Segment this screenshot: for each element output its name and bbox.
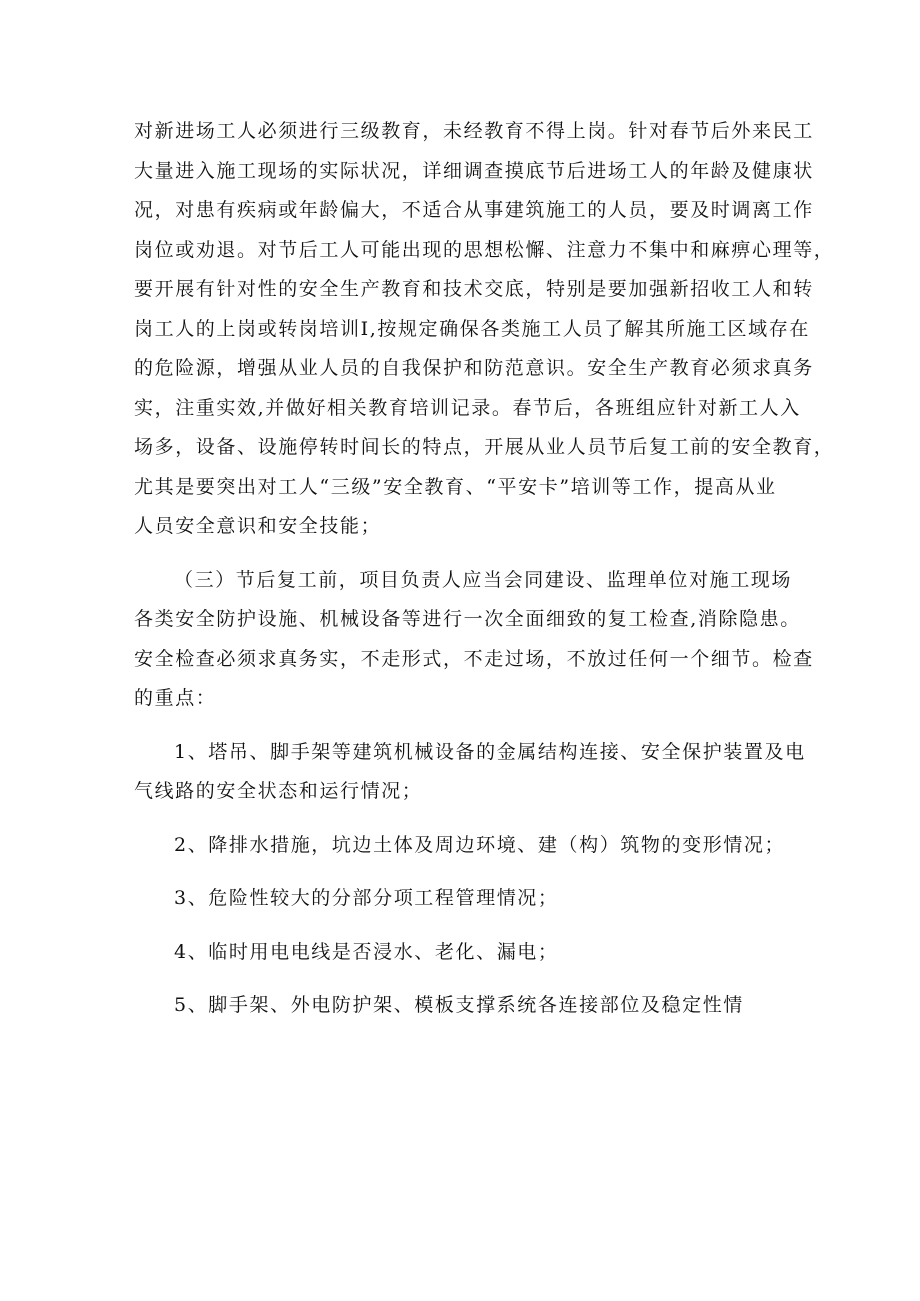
text-line: 安全检查必须求真务实，不走形式，不走过场，不放过任何一个细节。检查 xyxy=(134,647,814,670)
text-line: 5、脚手架、外电防护架、模板支撑系统各连接部位及稳定性情 xyxy=(174,994,744,1016)
text-line: 人员安全意识和安全技能； xyxy=(134,515,382,537)
paragraph-1 xyxy=(134,112,835,547)
paragraph-2 xyxy=(134,561,814,719)
list-item-1 xyxy=(134,733,806,812)
text-line: 尤其是要突出对工人“三级”安全教育、“平安卡”培训等工作，提高从业 xyxy=(134,475,777,498)
text-line: 的危险源，增强从业人员的自我保护和防范意识。安全生产教育必须求真务 xyxy=(134,357,814,379)
text-line: 况，对患有疾病或年龄偏大，不适合从事建筑施工的人员，要及时调离工作 xyxy=(134,199,814,221)
text-line: 大量进入施工现场的实际状况，详细调查摸底节后进场工人的年龄及健康状 xyxy=(134,159,814,182)
list-item-4 xyxy=(134,933,794,973)
list-item-5 xyxy=(134,986,794,1026)
text-line: 岗位或劝退。对节后工人可能出现的思想松懈、注意力不集中和麻痹心理等， xyxy=(134,238,835,261)
text-line: 2、降排水措施，坑边土体及周边环境、建（构）筑物的变形情况； xyxy=(174,833,786,856)
text-line: 各类安全防护设施、机械设备等进行一次全面细致的复工检查,消除隐患。 xyxy=(134,608,801,630)
text-line: 3、危险性较大的分部分项工程管理情况； xyxy=(174,887,559,909)
list-item-3 xyxy=(134,879,794,919)
text-line: 实，注重实效,并做好相关教育培训记录。春节后，各班组应针对新工人入 xyxy=(134,396,801,419)
text-line: （三）节后复工前，项目负责人应当会同建设、监理单位对施工现场 xyxy=(174,568,793,591)
text-line: 对新进场工人必须进行三级教育，未经教育不得上岗。针对春节后外来民工 xyxy=(134,120,814,142)
text-line: 要开展有针对性的安全生产教育和技术交底，特别是要加强新招收工人和转 xyxy=(134,278,814,300)
text-line: 的重点： xyxy=(134,687,217,709)
text-line: 气线路的安全状态和运行情况； xyxy=(134,780,423,802)
list-item-2 xyxy=(134,826,794,866)
text-line: 岗工人的上岗或转岗培训I,按规定确保各类施工人员了解其所施工区域存在 xyxy=(134,317,810,340)
text-line: 1、塔吊、脚手架等建筑机械设备的金属结构连接、安全保护装置及电 xyxy=(174,740,806,763)
body-text xyxy=(134,112,835,1026)
text-line: 4、临时用电电线是否浸水、老化、漏电； xyxy=(174,940,559,963)
text-line: 场多，设备、设施停转时间长的特点，开展从业人员节后复工前的安全教育， xyxy=(134,436,835,458)
